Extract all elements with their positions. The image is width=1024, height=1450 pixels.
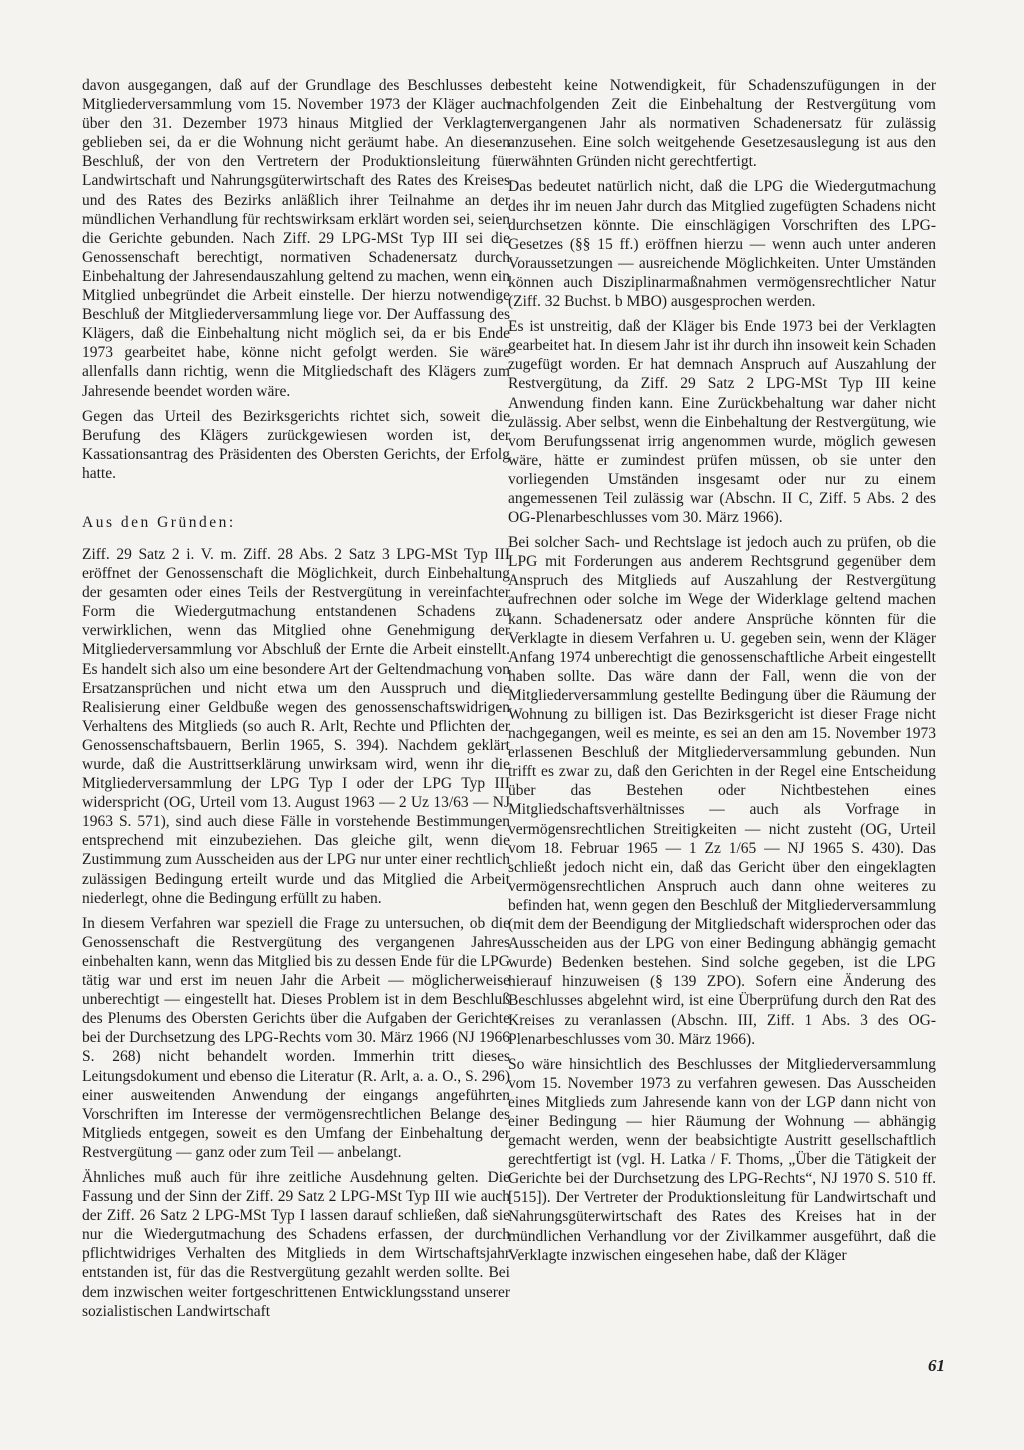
right-paragraph-5: So wäre hinsichtlich des Beschlusses der Mitgliederversammlung vom 15. November 1973 zu verfahren gewesen. Das Ausscheiden eines Mitglieds zum Jahresende kann von der LGP dann nicht von einer Bedingung — hier Räumung der Wohnung — abhängig gemacht werden, wenn der beabsichtigte Austritt gesellschaftlich gerechtfertigt ist (vgl. H. Latka / F. Thoms, „Über die Tätigkeit der Gerichte bei der Durchsetzung des LPG-Rechts“, NJ 1970 S. 510 ff. [515]). Der Vertreter der Produktionsleitung für Landwirtschaft und Nahrungsgüterwirtschaft des Rates des Kreises hat in der mündlichen Verhandlung vor der Zivilkammer ausgeführt, daß die Verklagte inzwischen eingesehen habe, daß der Kläger (508, 1055, 936, 1264)
left-column (82, 76, 510, 1327)
section-heading: Aus den Gründen: (82, 513, 236, 531)
right-paragraph-3: Es ist unstreitig, daß der Kläger bis Ende 1973 bei der Verklagten gearbeitet hat. In diesem Jahr ist ihr durch ihn insoweit kein Schaden zugefügt worden. Er hat demnach Anspruch auf Auszahlung der Restvergütung, da Ziff. 29 Satz 2 LPG-MSt Typ III keine Anwendung finden kann. Eine Zurückbehaltung war daher nicht zulässig. Aber selbst, wenn die Einbehaltung der Restvergütung, wie vom Berufungssenat irrig angenommen wurde, möglich gewesen wäre, hätte er zumindest prüfen müssen, ob sie unter den vorliegenden Umständen insgesamt oder nur zu einem angemessenen Teil zulässig war (Abschn. II C, Ziff. 5 Abs. 2 des OG-Plenarbeschlusses vom 30. März 1966). (508, 318, 936, 527)
left-paragraph-5: Ähnliches muß auch für ihre zeitliche Ausdehnung gelten. Die Fassung und der Sinn der Ziff. 29 Satz 2 LPG-MSt Typ III wie auch der Ziff. 26 Satz 2 LPG-MSt Typ I lassen darauf schließen, daß sie nur die Wiedergutmachung des Schadens erfassen, der durch pflichtwidriges Verhalten des Mitglieds in dem Wirtschaftsjahr entstanden ist, für das die Restvergütung gezahlt werden sollte. Bei dem inzwischen weiter fortgeschrittenen Entwicklungsstand unserer sozialistischen Landwirtschaft (82, 1168, 510, 1320)
left-paragraph-3: Ziff. 29 Satz 2 i. V. m. Ziff. 28 Abs. 2 Satz 3 LPG-MSt Typ III eröffnet der Genossenschaft die Möglichkeit, durch Einbehaltung der gesamten oder eines Teils der Restvergütung in vereinfachter Form die Wiedergutmachung entstandenen Schadens zu verwirklichen, wenn das Mitglied ohne Genehmigung der Mitgliederversammlung vor Abschluß der Ernte die Arbeit einstellt. Es handelt sich also um eine besondere Art der Geltendmachung von Ersatzansprüchen und nicht etwa um den Ausspruch und die Realisierung einer Geldbuße wegen des genossenschaftswidrigen Verhaltens des Mitglieds (so auch R. Arlt, Rechte und Pflichten der Genossenschaftsbauern, Berlin 1965, S. 394). Nachdem geklärt wurde, daß die Austrittserklärung unwirksam wird, wenn ihr die Mitgliederversammlung der LPG Typ I oder der LPG Typ III widerspricht (OG, Urteil vom 13. August 1963 — 2 Uz 13/63 — NJ 1963 S. 571), sind auch diese Fälle in vorstehende Bestimmungen entsprechend mit einzubeziehen. Das gleiche gilt, wenn die Zustimmung zum Ausscheiden aus der LPG nur unter einer rechtlich zulässigen Bedingung erteilt wurde und das Mitglied die Arbeit niederlegt, ohne die Bedingung erfüllt zu haben. (82, 545, 510, 907)
right-paragraph-1: besteht keine Notwendigkeit, für Schadenszufügungen in der nachfolgenden Zeit die Einbehaltung der Restvergütung vom vergangenen Jahr als normativen Schadenersatz für zulässig anzusehen. Eine solch weitgehende Gesetzesauslegung ist aus den erwähnten Gründen nicht gerechtfertigt. (508, 77, 936, 171)
right-column (508, 76, 936, 1271)
page-number: 61 (928, 1356, 945, 1375)
left-paragraph-2: Gegen das Urteil des Bezirksgerichts richtet sich, soweit die Berufung des Klägers zurückgewiesen worden ist, der Kassationsantrag des Präsidenten des Obersten Gerichts, der Erfolg hatte. (82, 407, 510, 482)
left-paragraph-1: davon ausgegangen, daß auf der Grundlage des Beschlusses der Mitgliederversammlung vom 15. November 1973 der Kläger auch über den 31. Dezember 1973 hinaus Mitglied der Verklagten geblieben sei, da er die Wohnung nicht geräumt habe. An diesen Beschluß, der von den Vertretern der Produktionsleitung für Landwirtschaft und Nahrungsgüterwirtschaft des Rates des Kreises und des Rates des Bezirks anläßlich ihrer Teilnahme an der mündlichen Verhandlung für rechtswirksam erklärt worden sei, seien die Gerichte gebunden. Nach Ziff. 29 LPG-MSt Typ III sei die Genossenschaft berechtigt, normativen Schadenersatz durch Einbehaltung der Jahresendauszahlung geltend zu machen, wenn ein Mitglied unbegründet die Arbeit einstelle. Der hierzu notwendige Beschluß der Mitgliederversammlung liege vor. Der Auffassung des Klägers, daß die Einbehaltung nicht möglich sei, da er bis Ende 1973 gearbeitet habe, könne nicht gefolgt werden. Sie wäre allenfalls dann richtig, wenn die Mitgliedschaft des Klägers zum Jahresende beendet worden wäre. (82, 77, 510, 400)
right-paragraph-4: Bei solcher Sach- und Rechtslage ist jedoch auch zu prüfen, ob die LPG mit Forderungen aus anderem Rechtsgrund gegenüber dem Anspruch des Mitglieds auf Auszahlung der Restvergütung aufrechnen oder solche im Wege der Widerklage geltend machen kann. Schadenersatz oder andere Ansprüche könnten für die Verklagte in diesem Verfahren u. U. gegeben sein, wenn der Kläger Anfang 1974 unberechtigt die genossenschaftliche Arbeit eingestellt haben sollte. Das wäre dann der Fall, wenn die von der Mitgliederversammlung gestellte Bedingung über die Räumung der Wohnung zu billigen ist. Das Bezirksgericht ist dieser Frage nicht nachgegangen, weil es meinte, es sei an den am 15. November 1973 erlassenen Beschluß der Mitgliederversammlung gebunden. Nun trifft es zwar zu, daß den Gerichten in der Regel eine Entscheidung über das Bestehen oder Nichtbestehen eines Mitgliedschaftsverhältnisses — auch als Vorfrage in vermögensrechtlichen Streitigkeiten — nicht zusteht (OG, Urteil vom 18. Februar 1965 — 1 Zz 1/65 — NJ 1965 S. 430). Das schließt jedoch nicht ein, daß das Gericht über den eingeklagten vermögensrechtlichen Anspruch auch dann ohne weiteres zu befinden hat, wenn gegen den Beschluß der Mitgliederversammlung (mit dem der Beendigung der Mitgliedschaft widersprochen oder das Ausscheiden aus der LPG von einer Bedingung abhängig gemacht wurde) Bedenken bestehen. Sind solche gegeben, ist die LPG hierauf hinzuweisen (§ 139 ZPO). Sofern eine Änderung des Beschlusses abgelehnt wird, ist eine Überprüfung durch den Rat des Kreises zu veranlassen (Abschn. III, Ziff. 1 Abs. 3 des OG-Plenarbeschlusses vom 30. März 1966). (508, 534, 936, 1048)
left-paragraph-4: In diesem Verfahren war speziell die Frage zu untersuchen, ob die Genossenschaft die Restvergütung des vergangenen Jahres einbehalten kann, wenn das Mitglied bis zu dessen Ende für die LPG tätig war und erst im neuen Jahr die Arbeit — möglicherweise unberechtigt — eingestellt hat. Dieses Problem ist in dem Beschluß des Plenums des Obersten Gerichts über die Aufgaben der Gerichte bei der Durchsetzung des LPG-Rechts vom 30. März 1966 (NJ 1966 S. 268) nicht behandelt worden. Immerhin tritt dieses Leitungsdokument und ebenso die Literatur (R. Arlt, a. a. O., S. 296) einer ausweitenden Anwendung der eingangs angeführten Vorschriften im Interesse der vermögensrechtlichen Belange des Mitglieds entgegen, soweit es den Umfang der Einbehaltung der Restvergütung — ganz oder zum Teil — anbelangt. (82, 914, 510, 1161)
right-paragraph-2: Das bedeutet natürlich nicht, daß die LPG die Wiedergutmachung des ihr im neuen Jahr durch das Mitglied zugefügten Schadens nicht durchsetzen könnte. Die einschlägigen Vorschriften des LPG-Gesetzes (§§ 15 ff.) eröffnen hierzu — wenn auch unter anderen Voraussetzungen — ausreichende Möglichkeiten. Unter Umständen können auch Disziplinarmaßnahmen vermögensrechtlicher Natur (Ziff. 32 Buchst. b MBO) ausgesprochen werden. (508, 178, 936, 311)
